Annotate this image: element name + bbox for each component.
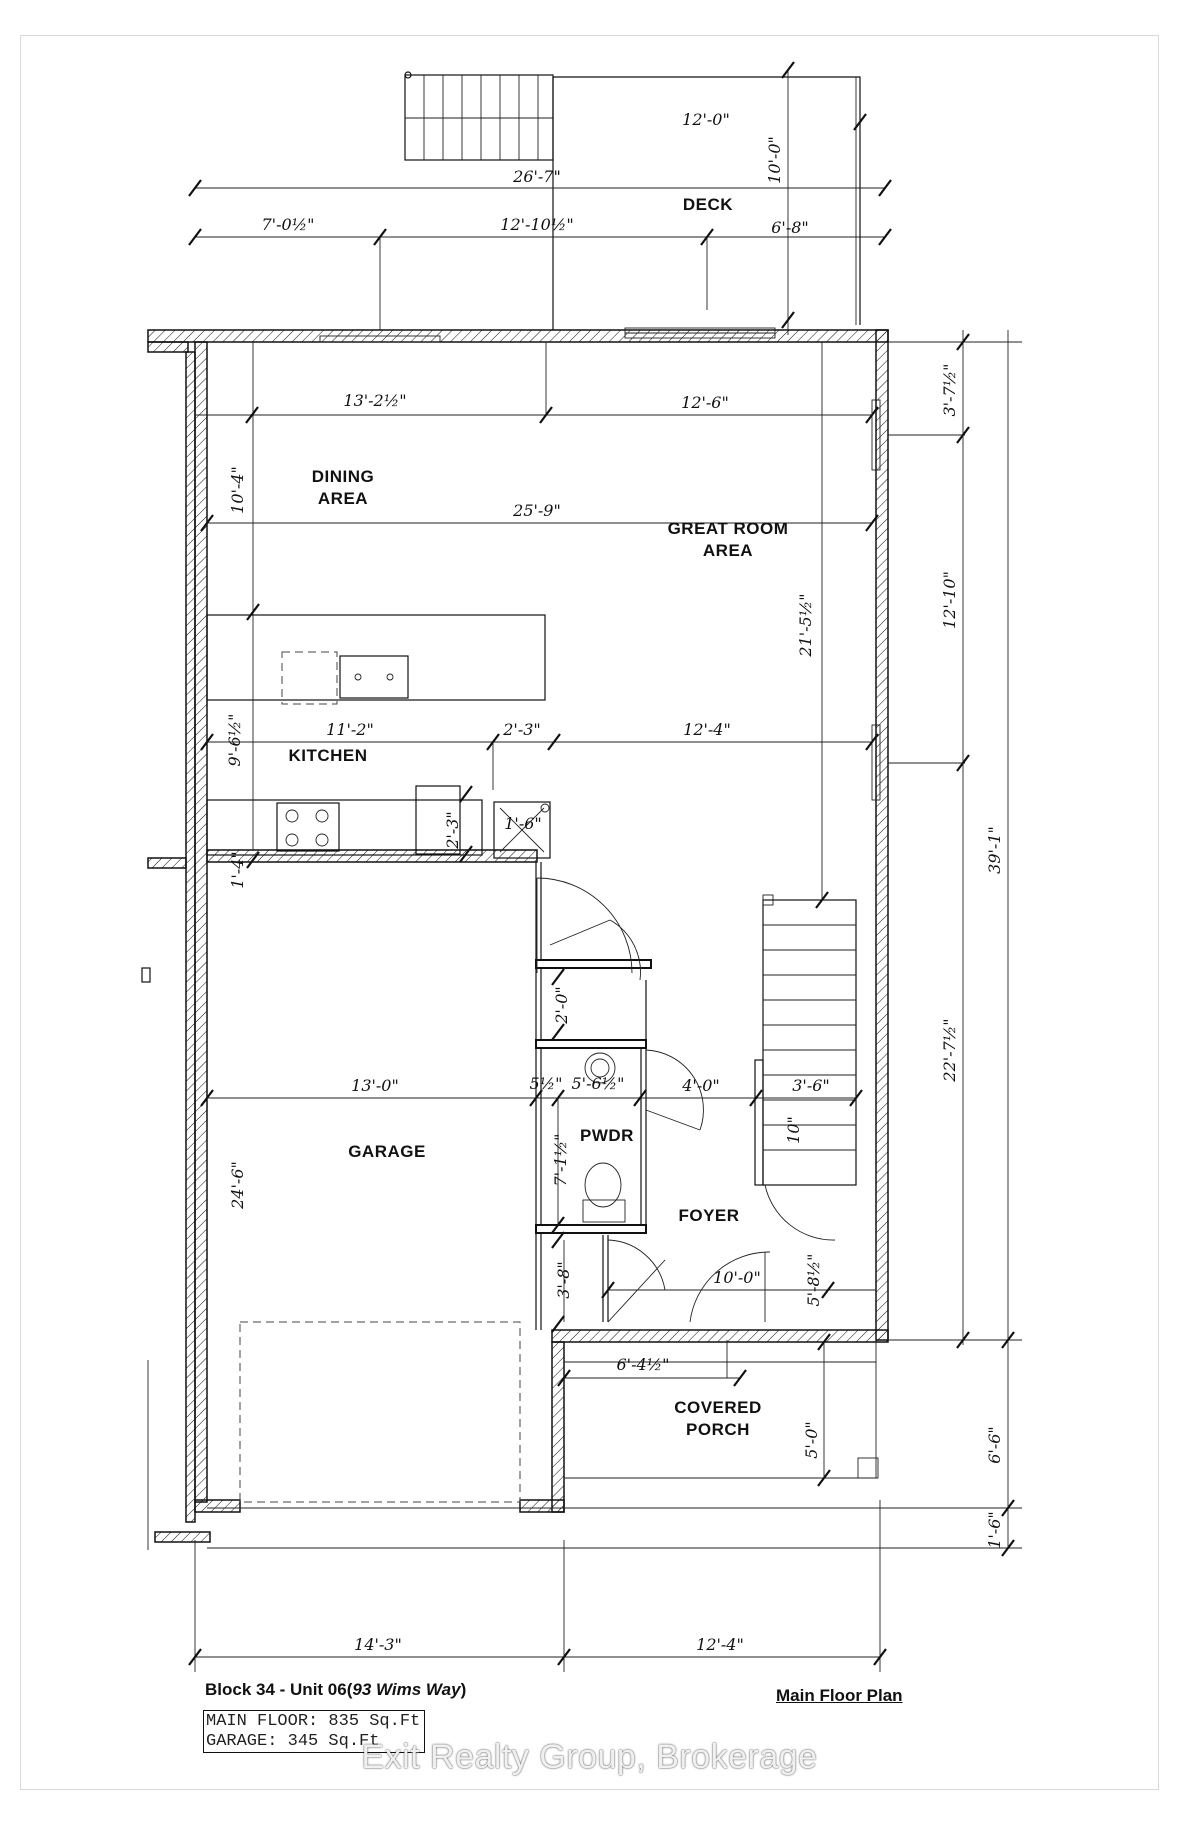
dim-right-porch: 6'-6" [985,1426,1004,1464]
dim-small-a: 5½" [529,1074,563,1093]
pwdr-label: PWDR [580,1126,634,1145]
dim-great-depth: 21'-5½" [796,593,815,657]
dim-kitchen-width: 11'-2" [326,720,374,739]
dim-stair-gap: 10" [784,1116,803,1144]
dim-front-right: 12'-4" [696,1635,744,1654]
main-stairs [755,895,856,1240]
kitchen-fixtures [207,615,550,858]
dimension-lines [195,188,1022,1672]
foyer-label: FOYER [678,1206,740,1225]
dim-porch-depth: 5'-0" [802,1421,821,1459]
dim-dining-depth: 10'-4" [228,466,247,514]
garage-area: GARAGE: 345 Sq.Ft [206,1732,380,1751]
address-label: 93 Wims Way [352,1680,461,1699]
dim-rear-left: 7'-0½" [261,215,315,234]
deck-stairs [405,72,553,160]
dim-right-lower: 22'-7½" [940,1018,959,1082]
garage-label: GARAGE [348,1142,426,1161]
dim-entry-closet: 3'-8" [554,1261,573,1299]
dim-deck-depth: 10'-0" [765,136,784,184]
unit-title [205,1680,466,1700]
dim-right-mid: 12'-10" [940,571,959,629]
dim-stair-width: 3'-6" [792,1076,830,1095]
kitchen-label: KITCHEN [288,746,368,765]
deck-label: DECK [682,195,734,214]
dim-right-bottom: 1'-6" [985,1511,1004,1549]
dim-foyer-depth: 5'-8½" [804,1253,823,1307]
dim-pwdr-width: 5'-6½" [571,1074,625,1093]
dim-dining-width: 13'-2½" [343,391,407,410]
dim-front-left: 14'-3" [354,1635,402,1654]
dim-interior-width: 25'-9" [513,501,561,520]
dim-wall-gap: 1'-4" [228,851,247,889]
title-close-paren: ) [460,1680,467,1699]
dim-overall-rear: 26'-7" [513,167,561,186]
main-floor-area: MAIN FLOOR: 835 Sq.Ft [206,1712,421,1731]
dim-foyer-width: 4'-0" [682,1076,720,1095]
dim-overall-depth: 39'-1" [985,826,1004,874]
dim-garage-width: 13'-0" [351,1076,399,1095]
dining-label-line1: DINING [311,467,375,486]
dim-hall-closet: 2'-0" [552,986,571,1024]
dim-pantry-width: 2'-3" [503,720,541,739]
dim-foyer-len: 10'-0" [713,1268,761,1287]
dim-pantry-depth: 2'-3" [443,811,462,849]
door-swings [537,878,770,1322]
dim-great-top: 12'-6" [681,393,729,412]
plan-name: Main Floor Plan [776,1686,903,1705]
dim-closet: 1'-6" [504,814,542,833]
dim-great-mid: 12'-4" [683,720,731,739]
dim-garage-depth: 24'-6" [228,1161,247,1209]
dim-rear-mid: 12'-10½" [500,215,574,234]
dimension-ticks [189,62,1014,1665]
dim-porch-width: 6'-4½" [616,1355,670,1374]
dining-label-line2: AREA [317,489,369,508]
dim-right-top: 3'-7½" [940,363,959,417]
great-room-label-line1: GREAT ROOM [667,519,789,538]
unit-label: Block 34 - Unit 06( [205,1680,353,1699]
dim-deck-width: 12'-0" [682,110,730,129]
dim-pwdr-depth: 7'-1½" [551,1133,570,1187]
dim-rear-right: 6'-8" [771,218,809,237]
garage-door-outline [240,1322,520,1502]
dim-kitchen-depth: 9'-6½" [225,713,244,767]
covered-porch-label-line2: PORCH [686,1420,750,1439]
great-room-label-line2: AREA [702,541,754,560]
covered-porch-label-line1: COVERED [674,1398,762,1417]
brokerage-watermark: Exit Realty Group, Brokerage [361,1738,818,1776]
